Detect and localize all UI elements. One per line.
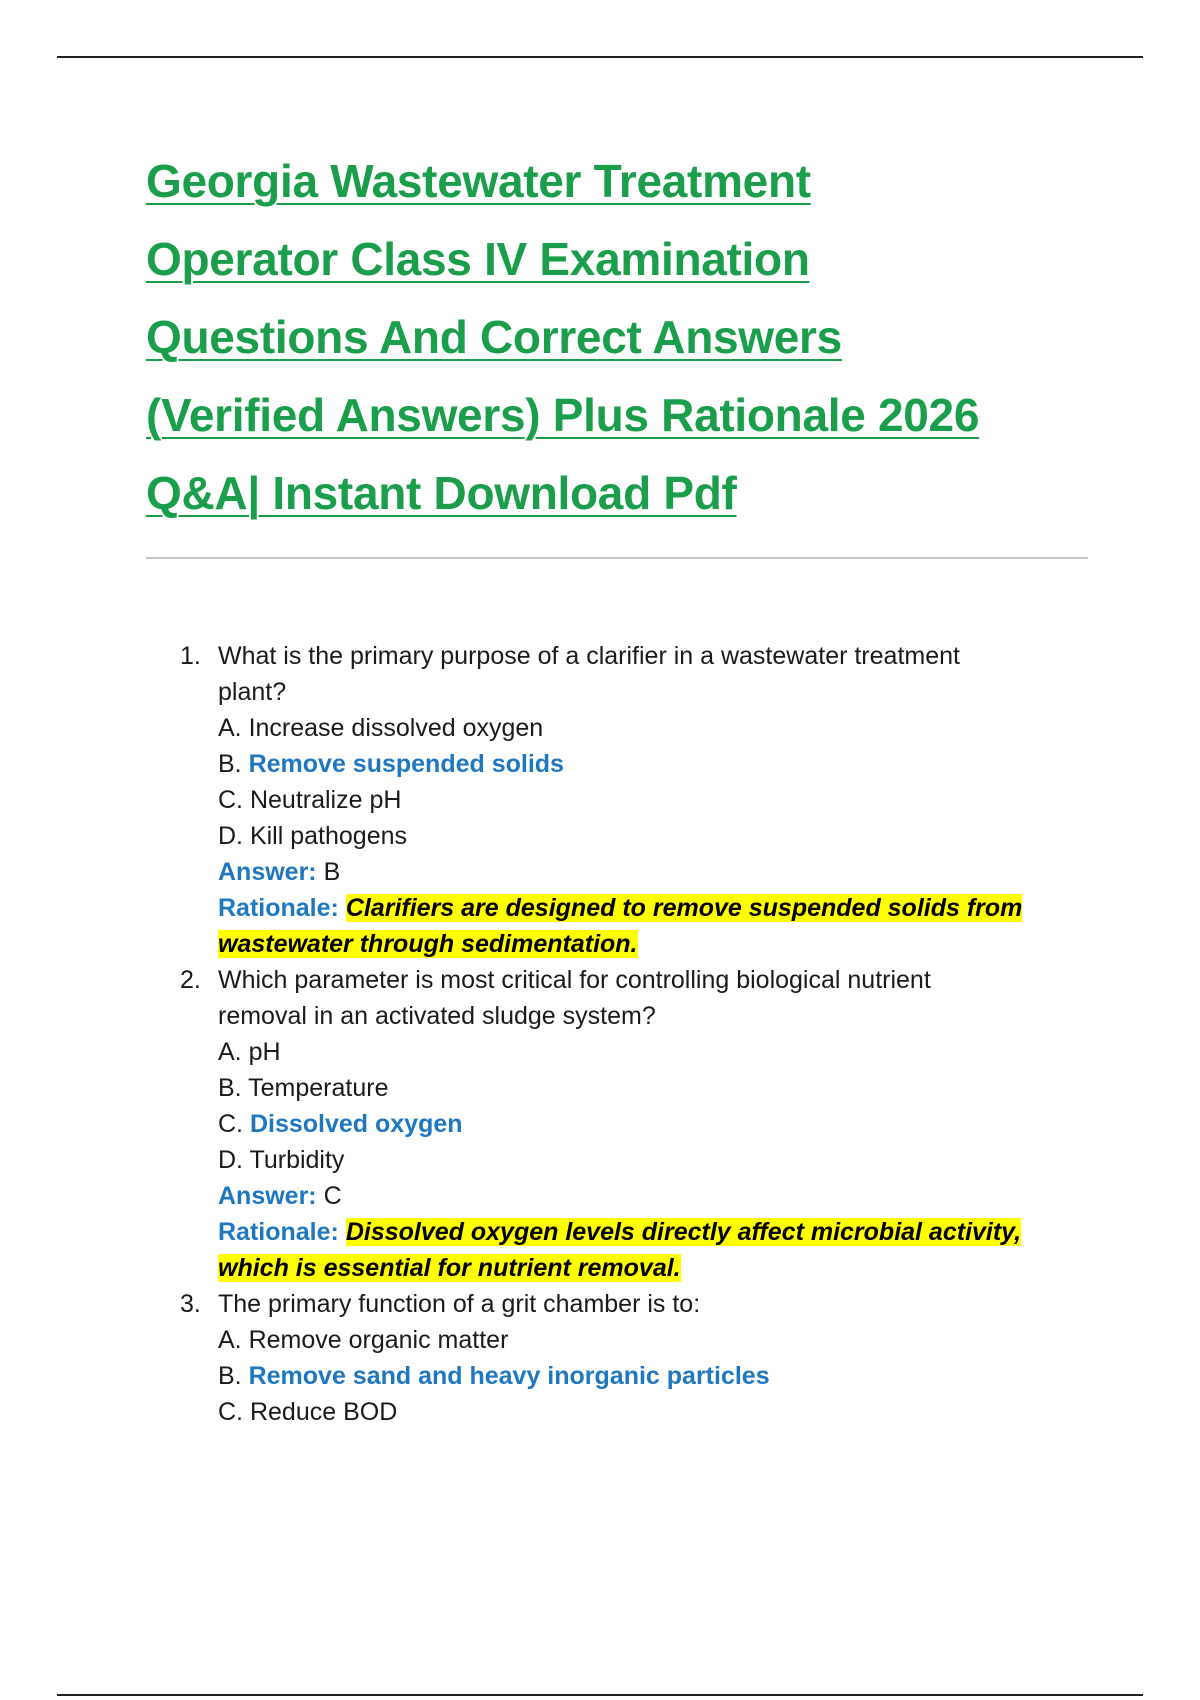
answer-label: Answer: [218, 1182, 317, 1210]
rationale-text: Dissolved oxygen levels directly affect microbial activity, [345, 1218, 1022, 1246]
question-1 [180, 638, 1080, 962]
option-b: B. Remove suspended solids [218, 750, 564, 778]
title-line: Georgia Wastewater Treatment [146, 155, 811, 207]
question-3 [180, 1286, 1080, 1430]
option-b: B. Temperature [218, 1074, 389, 1102]
option-a: A. Increase dissolved oxygen [218, 714, 544, 742]
correct-option: Remove sand and heavy inorganic particles [248, 1362, 770, 1390]
rationale-text: Clarifiers are designed to remove suspended solids from [345, 894, 1023, 922]
question-number: 2. [180, 966, 201, 994]
question-text: The primary function of a grit chamber is to: [218, 1290, 701, 1318]
option-b: B. Remove sand and heavy inorganic particles [218, 1362, 770, 1390]
question-text: removal in an activated sludge system? [218, 1002, 656, 1030]
question-number: 1. [180, 642, 201, 670]
rationale-text: which is essential for nutrient removal. [218, 1254, 681, 1282]
option-c: C. Reduce BOD [218, 1398, 398, 1426]
correct-option: Remove suspended solids [248, 750, 564, 778]
rationale-label: Rationale: [218, 1218, 339, 1246]
rationale-line [218, 890, 1080, 926]
question-number: 3. [180, 1290, 201, 1318]
title-line: Q&A| Instant Download Pdf [146, 467, 737, 519]
title-line: Questions And Correct Answers [146, 311, 842, 363]
answer-line [218, 1178, 1080, 1214]
document-title [146, 146, 1106, 536]
question-text: What is the primary purpose of a clarifier in a wastewater treatment [218, 642, 960, 670]
option-a: A. pH [218, 1038, 281, 1066]
rationale-line [218, 1214, 1080, 1250]
title-divider [146, 557, 1088, 559]
question-text: Which parameter is most critical for controlling biological nutrient [218, 966, 931, 994]
question-2 [180, 962, 1080, 1286]
answer-value: B [323, 858, 341, 886]
rationale-label: Rationale: [218, 894, 339, 922]
question-list [180, 638, 1080, 1430]
title-line: (Verified Answers) Plus Rationale 2026 [146, 389, 980, 441]
question-text: plant? [218, 678, 287, 706]
answer-value: C [323, 1182, 342, 1210]
title-line: Operator Class IV Examination [146, 233, 810, 285]
option-d: D. Kill pathogens [218, 822, 408, 850]
rationale-line [218, 1250, 1080, 1286]
answer-label: Answer: [218, 858, 317, 886]
option-a: A. Remove organic matter [218, 1326, 509, 1354]
answer-line [218, 854, 1080, 890]
option-d: D. Turbidity [218, 1146, 345, 1174]
option-c: C. Dissolved oxygen [218, 1110, 463, 1138]
rationale-line [218, 926, 1080, 962]
bottom-rule [57, 1694, 1143, 1696]
option-c: C. Neutralize pH [218, 786, 402, 814]
rationale-text: wastewater through sedimentation. [218, 930, 638, 958]
correct-option: Dissolved oxygen [249, 1110, 463, 1138]
top-rule [57, 56, 1143, 58]
